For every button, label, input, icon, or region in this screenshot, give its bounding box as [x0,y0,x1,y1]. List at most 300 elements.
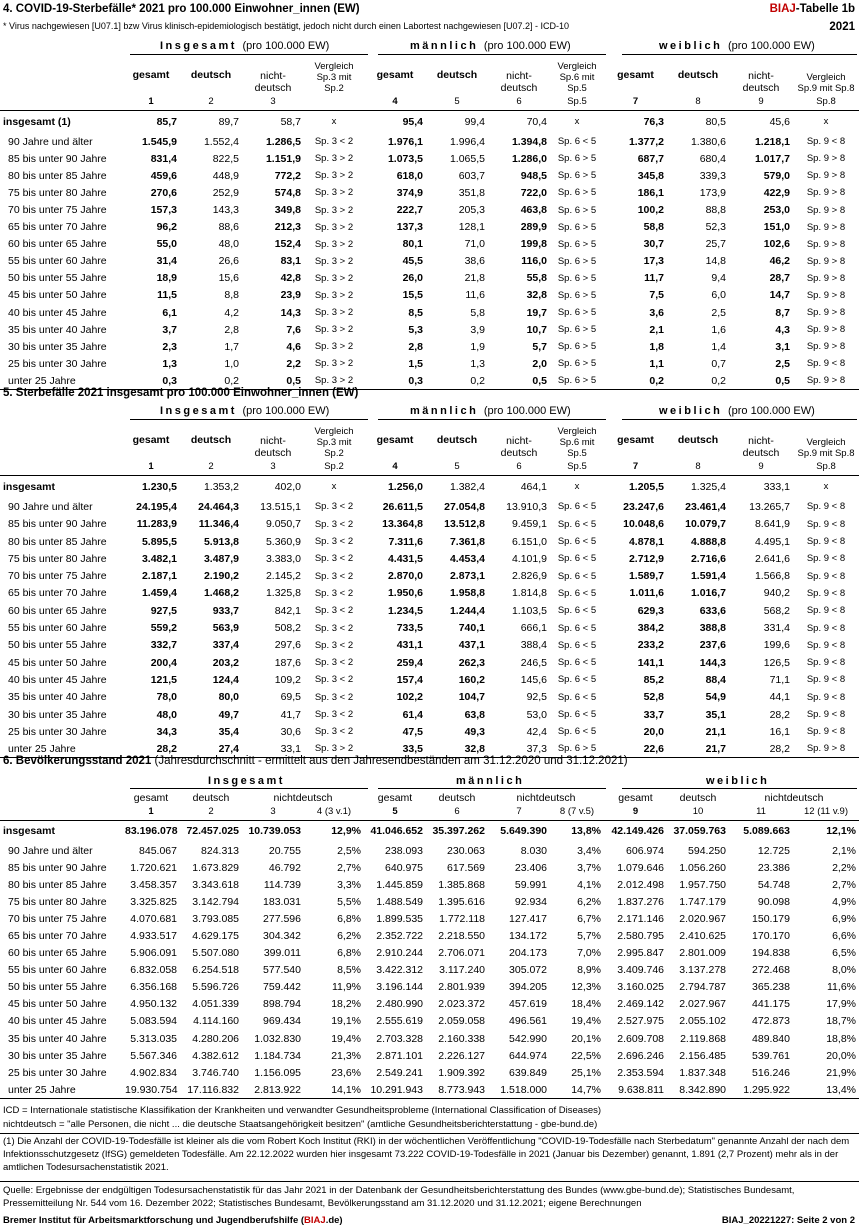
table-row [0,287,859,304]
column-number: 6 [488,459,550,475]
cell: Sp. 9 < 8 [806,136,846,148]
cell: 1.218,1 [754,135,790,148]
column-number-row [0,804,859,820]
row-label: 55 bis unter 60 Jahre [8,255,107,268]
column-header: Vergleich Sp.9 mit Sp.8 [797,437,855,459]
cell: 5.360,9 [265,535,301,548]
cell: 927,5 [150,604,177,617]
cell: 822,5 [212,152,239,165]
cell: Sp. 3 < 2 [314,639,354,651]
cell: 4.950.132 [130,998,177,1011]
footer-icd: ICD = Internationale statistische Klassifikation der Krankheiten und verwandter Gesundheitsprobleme (International Classification of Diseases) [3,1105,602,1116]
cell: x [823,481,829,493]
cell: 25,7 [705,238,726,251]
cell: 2.480.990 [376,998,423,1011]
cell: 54.748 [757,878,790,891]
cell: Sp. 3 < 2 [314,605,354,617]
group-maennlich-5: männlich (pro 100.000 EW) [410,405,571,417]
column-number: 8 [667,94,729,110]
cell: 109,2 [274,673,301,686]
cell: 85,2 [643,673,664,686]
cell: 11,9% [332,981,361,994]
cell: 1.394,8 [511,135,547,148]
cell: 212,3 [274,221,301,234]
cell: x [331,481,337,493]
cell: 157,3 [150,204,177,217]
cell: 2.580.795 [617,930,664,943]
cell: 3,7% [577,861,601,874]
cell: 5.649.390 [500,825,547,838]
cell: 33,1 [242,740,304,757]
cell: 12,3% [571,981,601,994]
cell: 1.720.621 [130,861,177,874]
cell: 0,7 [711,357,726,370]
cell: 114.739 [263,878,301,891]
cell: 8.030 [520,844,547,857]
cell: 270,6 [150,186,177,199]
cell: 496.561 [509,1015,547,1028]
cell: 0,5 [488,372,550,389]
cell: Sp. 3 < 2 [314,709,354,720]
row-label: 70 bis unter 75 Jahre [8,570,107,583]
cell: 49,3 [464,725,485,738]
cell: 332,7 [150,639,177,652]
cell: 722,0 [520,186,547,199]
cell: 8,9% [577,964,601,977]
cell: 99,4 [464,115,485,128]
cell: 6,8% [337,912,361,925]
cell: 687,7 [637,152,664,165]
row-label: 75 bis unter 80 Jahre [8,895,107,908]
cell: 34,3 [156,725,177,738]
cell: 8.773.943 [426,1081,488,1098]
cell: 399.011 [263,947,301,960]
cell: Sp. 6 < 5 [557,536,597,548]
cell: 1.589,7 [628,570,664,583]
cell: 1.151,9 [265,152,301,165]
table-row [0,550,859,567]
cell: 14,8 [705,255,726,268]
cell: 96,2 [156,221,177,234]
table-row [0,910,859,927]
cell: 644.974 [509,1049,547,1062]
cell: 70,4 [526,115,547,128]
cell: 272.468 [752,964,790,977]
cell: 8.342.890 [667,1081,729,1098]
cell: 489.840 [752,1032,790,1045]
cell: 262,3 [458,656,485,669]
cell: 6,7% [577,912,601,925]
cell: 2.156.485 [679,1049,726,1062]
cell: 5,7 [532,340,547,353]
cell: 11.346,4 [198,518,239,531]
group-weiblich-5: weiblich (pro 100.000 EW) [659,405,815,417]
table-row [0,619,859,636]
column-header: Vergleich Sp.6 mit Sp.5 [557,426,597,459]
cell: 845.067 [139,844,177,857]
cell: 1.017,7 [754,152,790,165]
table-row [0,338,859,355]
cell: 5.895,5 [141,535,177,548]
cell: 11,5 [157,289,177,302]
cell: Sp. 3 < 2 [314,587,354,599]
column-header: gesamt [377,792,413,804]
cell: 89,7 [218,115,239,128]
cell: 6,2% [577,895,601,908]
cell: 7,5 [649,289,664,302]
cell: 759.442 [263,981,301,994]
cell: 331,4 [763,622,790,635]
column-number: Sp.8 [793,94,859,110]
cell: Sp. 9 > 8 [806,341,846,353]
cell: 1.032.830 [254,1032,301,1045]
cell: 603,7 [458,169,485,182]
cell: 55,8 [526,272,547,285]
header-row [0,56,859,94]
cell: 1.468,2 [203,587,239,600]
cell: 14,7 [769,289,790,302]
cell: 431,1 [396,639,423,652]
cell: Sp. 6 < 5 [557,639,597,651]
cell: Sp. 9 < 8 [806,605,846,617]
cell: Sp. 9 < 8 [806,622,846,634]
column-header: gesamt [376,434,414,446]
cell: 2,0 [532,357,547,370]
cell: Sp. 6 < 5 [557,587,597,599]
cell: 574,8 [274,186,301,199]
cell: 3,6 [649,306,664,319]
cell: 463,8 [520,204,547,217]
cell: 6.254.518 [192,964,239,977]
column-header: nichtdeutsch [764,792,824,804]
row-label: 85 bis unter 90 Jahre [8,518,107,531]
cell: 0,2 [604,372,667,389]
cell: 563,9 [212,622,239,635]
cell: 35,1 [705,708,726,721]
cell: 44,1 [769,691,790,704]
cell: 152,4 [274,238,301,251]
cell: 203,2 [212,656,239,669]
table-row [0,567,859,584]
cell: 2.910.244 [376,947,423,960]
column-header: nicht-deutsch [742,70,780,94]
cell: 3,4% [577,844,601,857]
table-row [0,654,859,671]
column-header: nicht-deutsch [500,435,538,459]
cell: 116,0 [521,255,547,268]
cell: 11,7 [644,272,664,285]
cell: 2.813.922 [242,1081,304,1098]
cell: 2.873,1 [449,570,485,583]
cell: 15,5 [402,289,423,302]
cell: 233,2 [637,639,664,652]
column-header: gesamt [376,69,414,81]
cell: 2.641,6 [754,552,790,565]
cell: 2.549.241 [376,1066,423,1079]
row-label: 75 bis unter 80 Jahre [8,186,107,199]
row-label: 25 bis unter 30 Jahre [8,1066,107,1079]
cell: 230.063 [447,844,485,857]
group-weiblich-6: weiblich [706,775,770,787]
cell: 3,7 [162,323,177,336]
row-label: 60 bis unter 65 Jahre [8,238,107,251]
cell: 618,0 [396,169,423,182]
cell: 5,8 [470,306,485,319]
cell: 304.342 [263,930,301,943]
cell: Sp. 6 < 5 [557,726,597,738]
cell: 4.382.612 [192,1049,239,1062]
header-row [0,790,859,804]
cell: 13.515,1 [260,500,301,513]
cell: 1.950,6 [387,587,423,600]
cell: 2,5% [337,844,361,857]
cell: 1,3 [470,357,485,370]
cell: 144,3 [699,656,726,669]
row-label: 45 bis unter 50 Jahre [8,998,107,1011]
group-insgesamt-4: Insgesamt (pro 100.000 EW) [160,40,330,52]
cell: 28,2 [769,708,790,721]
column-number: 7 [488,804,550,820]
cell: Sp. 9 > 8 [806,187,846,199]
table-row [0,270,859,287]
cell: 2.218.550 [438,930,485,943]
cell: 640.975 [385,861,423,874]
cell: 1,9 [470,340,485,353]
cell: 102,6 [763,238,790,251]
cell: Sp. 6 < 5 [557,570,597,582]
cell: Sp. 6 > 5 [557,238,597,250]
cell: Sp. 6 < 5 [557,657,597,669]
cell: Sp. 3 > 2 [314,255,354,267]
cell: 22,5% [571,1049,601,1062]
cell: 3.325.825 [130,895,177,908]
cell: 5.507.080 [192,947,239,960]
cell: 2.870,0 [387,570,423,583]
row-label: 80 bis unter 85 Jahre [8,535,107,548]
cell: 10.079,7 [685,518,726,531]
cell: 3.196.144 [376,981,423,994]
cell: 824.313 [201,844,239,857]
cell: 2.794.787 [679,981,726,994]
cell: 21,8 [464,272,485,285]
cell: 7,6 [286,323,301,336]
cell: Sp. 3 > 2 [314,341,354,353]
cell: 18,7% [826,1015,856,1028]
row-label: 50 bis unter 55 Jahre [8,639,107,652]
cell: 9.050,7 [265,518,301,531]
cell: 666,1 [520,622,547,635]
cell: Sp. 9 > 8 [806,204,846,216]
cell: 1.286,0 [511,152,547,165]
cell: 54,9 [705,691,726,704]
cell: 3.409.746 [617,964,664,977]
cell: 2.145,2 [265,570,301,583]
column-header: deutsch [677,434,719,446]
cell: 55,0 [156,238,177,251]
cell: Sp. 3 > 2 [314,272,354,284]
cell: 151,0 [763,221,790,234]
cell: Sp. 3 < 2 [314,726,354,738]
cell: Sp. 6 < 5 [557,553,597,565]
cell: Sp. 3 < 2 [314,518,354,530]
cell: Sp. 9 > 8 [806,238,846,250]
cell: Sp. 6 < 5 [557,605,597,617]
cell: 4.280.206 [192,1032,239,1045]
row-label: 65 bis unter 70 Jahre [8,930,107,943]
cell: 457.619 [509,998,547,1011]
table-row [0,842,859,859]
cell: 1.011,6 [629,587,664,600]
table-row [0,1047,859,1064]
cell: 15,6 [218,272,239,285]
cell: 157,4 [396,673,423,686]
cell: Sp. 3 > 2 [304,740,364,757]
cell: 1.325,4 [690,480,726,493]
cell: Sp. 9 > 8 [806,289,846,301]
table-row [0,945,859,962]
cell: 58,8 [643,221,664,234]
column-number: 3 [242,804,304,820]
column-number: 12 (11 v.9) [793,804,859,820]
cell: 150.179 [752,912,790,925]
row-label: 50 bis unter 55 Jahre [8,981,107,994]
cell: 13.364,8 [382,518,423,531]
cell: Sp. 6 > 5 [557,221,597,233]
cell: 459,6 [150,169,177,182]
cell: 4.114.160 [193,1015,239,1028]
cell: 9.638.811 [604,1081,667,1098]
cell: 24.464,3 [198,500,239,513]
cell: 42,8 [280,272,301,285]
cell: 30,7 [643,238,664,251]
cell: 639.849 [509,1066,547,1079]
row-label: 35 bis unter 40 Jahre [8,691,107,704]
cell: 831,4 [150,152,177,165]
cell: Sp. 6 > 5 [557,153,597,165]
cell: 2,7% [832,878,856,891]
column-number: 9 [604,804,667,820]
cell: 41,7 [280,708,301,721]
cell: 37,3 [488,740,550,757]
cell: 772,2 [274,169,301,182]
cell: Sp. 6 < 5 [557,709,597,720]
cell: 617.569 [447,861,485,874]
table-row [0,304,859,321]
cell: 35,4 [218,725,239,738]
cell: 4.101,9 [511,552,547,565]
cell: 126,5 [763,656,790,669]
cell: 5,5% [337,895,361,908]
cell: 33,7 [643,708,664,721]
row-label: 90 Jahre und älter [8,844,93,857]
cell: 940,2 [763,587,790,600]
cell: 3.137.278 [679,964,726,977]
cell: 26,6 [218,255,239,268]
footer-nichtdeutsch: nichtdeutsch = "alle Personen, die nicht ... die deutsche Staatsangehörigkeit besitzen" (amtliche Gesundheitsberichterstattung - gbe-bund.de) [3,1119,598,1130]
cell: 26,0 [402,272,423,285]
cell: 20,0% [826,1049,856,1062]
group-insgesamt-5: Insgesamt (pro 100.000 EW) [160,405,330,417]
cell: 13,4% [793,1081,859,1098]
table-row [0,637,859,654]
cell: 72.457.025 [186,825,239,838]
table-row [0,201,859,218]
cell: 124,4 [212,673,239,686]
column-number: 8 [667,459,729,475]
cell: 2.027.967 [679,998,726,1011]
column-header: deutsch [438,792,476,804]
cell: 5.596.726 [192,981,239,994]
cell: 579,0 [763,169,790,182]
cell: 1.591,4 [690,570,726,583]
cell: 35.397.262 [432,825,485,838]
cell: 2.352.722 [376,930,423,943]
cell: 2,1% [832,844,856,857]
cell: 104,7 [458,691,485,704]
cell: 52,8 [643,691,664,704]
cell: Sp. 3 < 2 [314,570,354,582]
cell: 20,1% [571,1032,601,1045]
cell: 52,3 [705,221,726,234]
cell: 2.995.847 [617,947,664,960]
cell: 194.838 [752,947,790,960]
table-row [0,516,859,533]
cell: 2.012.498 [617,878,664,891]
cell: 345,8 [637,169,664,182]
section-5-title: 5. Sterbefälle 2021 insgesamt pro 100.000 Einwohner_innen (EW) [3,387,359,399]
column-number: Sp.5 [550,94,604,110]
cell: Sp. 3 > 2 [314,153,354,165]
column-header: gesamt [617,69,654,81]
row-label: 90 Jahre und älter [8,135,93,148]
cell: 2.469.142 [617,998,664,1011]
cell: 1.837.348 [679,1066,726,1079]
cell: 2.712,9 [628,552,664,565]
row-label: insgesamt [3,480,55,493]
table-row [0,1013,859,1030]
cell: 3.487,9 [203,552,239,565]
column-number: 4 (3 v.1) [304,804,364,820]
cell: 1.156.095 [254,1066,301,1079]
cell: 11.283,9 [136,518,177,531]
cell: 259,4 [396,656,423,669]
cell: Sp. 9 < 8 [806,570,846,582]
cell: 1.205,5 [628,480,664,493]
cell: 13.512,8 [444,518,485,531]
table-row [0,689,859,706]
cell: 88,4 [705,673,726,686]
cell: 88,8 [705,204,726,217]
group-maennlich-4: männlich (pro 100.000 EW) [410,40,571,52]
cell: 14,3 [280,306,301,319]
cell: 1,1 [649,357,664,370]
row-label: 70 bis unter 75 Jahre [8,204,107,217]
table-row [0,253,859,270]
cell: 186,1 [637,186,664,199]
cell: 141,1 [637,656,664,669]
row-label: insgesamt (1) [3,115,71,128]
cell: 11,6% [827,981,856,994]
cell: 542.990 [509,1032,547,1045]
cell: 100,2 [637,204,664,217]
cell: 4,2 [224,306,239,319]
cell: 46,2 [769,255,790,268]
cell: 204.173 [509,947,547,960]
cell: Sp. 9 < 8 [806,674,846,686]
page-number: BIAJ_20221227: Seite 2 von 2 [721,1215,855,1226]
cell: Sp. 6 > 5 [557,341,597,353]
cell: 1.256,0 [387,480,423,493]
